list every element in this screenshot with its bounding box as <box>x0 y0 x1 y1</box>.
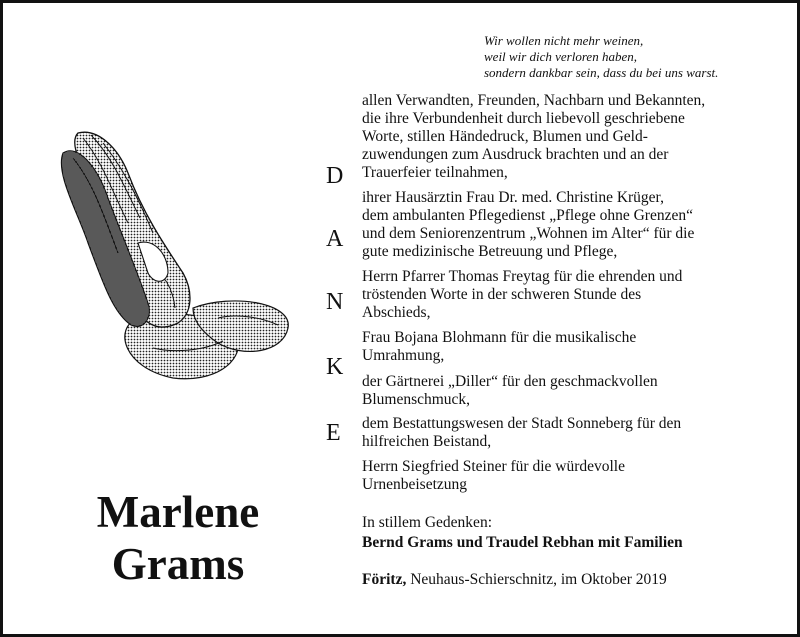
quote-line: Wir wollen nicht mehr weinen, <box>484 33 644 48</box>
thanks-block-music <box>362 329 636 365</box>
danke-letter-k: K <box>326 354 344 380</box>
praying-hands-icon <box>43 113 303 393</box>
thanks-line: Abschieds, <box>362 304 431 321</box>
thanks-line: dem ambulanten Pflegedienst „Pflege ohne Grenzen“ <box>362 207 693 224</box>
thanks-block-relatives <box>362 92 705 182</box>
thanks-line: Herrn Pfarrer Thomas Freytag für die ehrenden und <box>362 268 683 285</box>
danke-letter-a: A <box>326 226 344 252</box>
thanks-line: Umrahmung, <box>362 347 445 364</box>
quote-line: sondern dankbar sein, dass du bei uns warst. <box>484 65 719 80</box>
thanks-line: ihrer Hausärztin Frau Dr. med. Christine Krüger, <box>362 189 664 206</box>
thanks-line: Worte, stillen Händedruck, Blumen und Geld- <box>362 128 648 145</box>
danke-letter-d: D <box>326 163 344 189</box>
deceased-last-name: Grams <box>111 539 245 589</box>
danke-letter-e: E <box>326 420 341 446</box>
thanks-line: Herrn Siegfried Steiner für die würdevolle <box>362 458 625 475</box>
thanks-line: zuwendungen zum Ausdruck brachten und an der <box>362 146 669 163</box>
signature-intro: In stillem Gedenken: <box>362 514 492 531</box>
quote-line: weil wir dich verloren haben, <box>484 49 637 64</box>
thanks-line: Urnenbeisetzung <box>362 476 468 493</box>
danke-letter-n: N <box>326 289 344 315</box>
thanks-block-burial <box>362 458 625 494</box>
thanks-line: tröstenden Worte in der schweren Stunde des <box>362 286 642 303</box>
thanks-line: und dem Seniorenzentrum „Wohnen im Alter“ für die <box>362 225 695 242</box>
thanks-block-care <box>362 189 694 261</box>
thanks-block-funeral <box>362 415 681 451</box>
deceased-first-name: Marlene <box>96 487 260 537</box>
memorial-quote <box>484 33 784 81</box>
thanks-line: Trauerfeier teilnahmen, <box>362 164 508 181</box>
thanks-line: Blumenschmuck, <box>362 391 471 408</box>
signature-place: Föritz, <box>362 571 407 588</box>
thanks-line: hilfreichen Beistand, <box>362 433 492 450</box>
thanks-line: allen Verwandten, Freunden, Nachbarn und Bekannten, <box>362 92 706 109</box>
thanks-block-florist <box>362 373 658 409</box>
signature-date: Neuhaus-Schierschnitz, im Oktober 2019 <box>406 571 667 588</box>
thanks-line: dem Bestattungswesen der Stadt Sonneberg für den <box>362 415 682 432</box>
signature-place-date <box>362 571 667 589</box>
thanks-line: die ihre Verbundenheit durch liebevoll geschriebene <box>362 110 685 127</box>
thanks-line: der Gärtnerei „Diller“ für den geschmackvollen <box>362 373 658 390</box>
thanks-line: Frau Bojana Blohmann für die musikalische <box>362 329 637 346</box>
thanks-block-pastor <box>362 268 682 322</box>
signature-family: Bernd Grams und Traudel Rebhan mit Familien <box>362 534 683 551</box>
thanks-line: gute medizinische Betreuung und Pflege, <box>362 243 618 260</box>
